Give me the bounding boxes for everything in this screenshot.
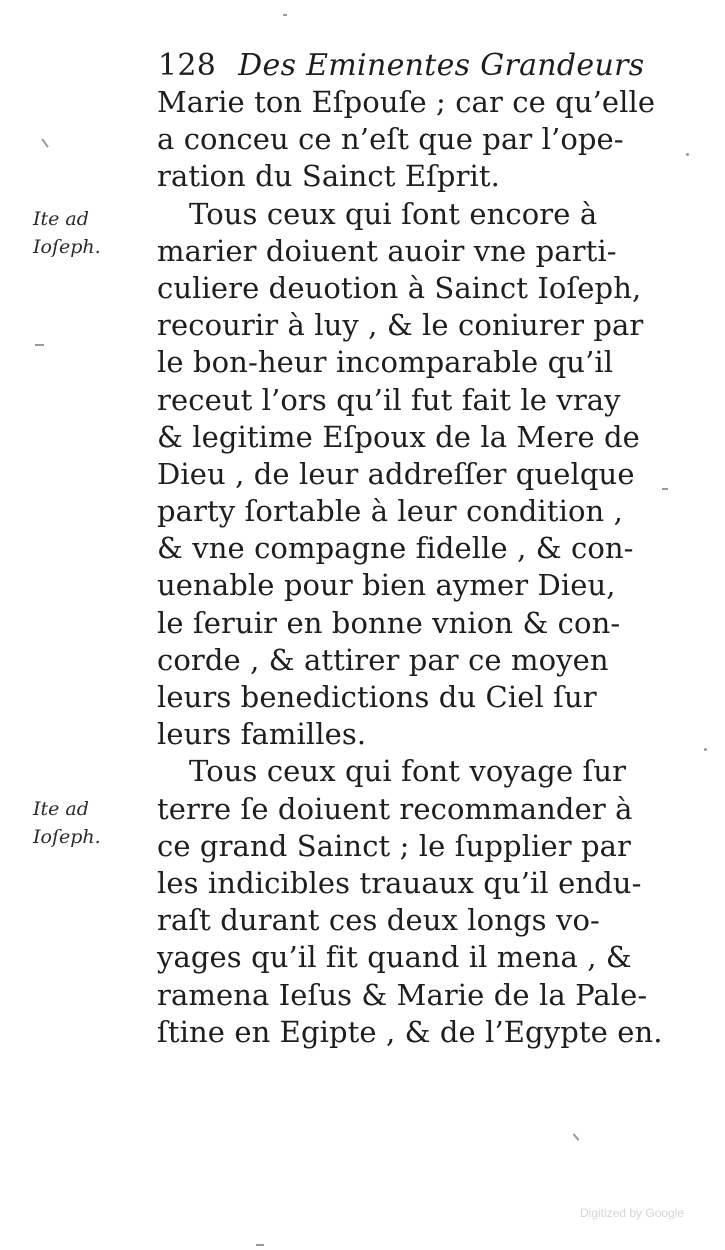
text-line: culiere deuotion à Sainct Ioſeph, [157,270,642,305]
paragraph-start-line: Tous ceux qui ſont encore à [189,196,598,231]
text-line: marier doiuent auoir vne parti- [157,233,617,268]
text-line: raſt durant ces deux longs vo- [157,903,600,938]
text-line: le bon-heur incomparable qu’il [157,345,614,380]
scan-speck [686,153,689,156]
text-line: ration du Sainct Eſprit. [157,159,500,194]
scan-speck [41,138,48,147]
text-line: a conceu ce n’eſt que par l’ope- [157,122,624,157]
page-number: 128 [158,48,217,83]
text-line: leurs familles. [157,717,367,752]
margin-note-line: Ite ad [33,208,89,230]
text-line: leurs benedictions du Ciel ſur [157,680,597,714]
digitization-watermark: Digitized by Google [580,1206,685,1220]
text-line: recourir à luy , & le coniurer par [157,308,644,343]
text-line: receut l’ors qu’il fut fait le vray [157,382,621,417]
text-line: terre ſe doiuent recommander à [157,791,633,826]
text-line: ce grand Sainct ; le ſupplier par [157,828,632,863]
scan-speck [283,14,287,16]
margin-note-line: Ite ad [33,798,89,820]
scan-speck [573,1133,580,1140]
text-line: les indicibles trauaux qu’il endu- [157,865,642,900]
text-line: party ſortable à leur condition , [157,494,623,529]
scan-speck [662,488,668,490]
text-line: uenable pour bien aymer Dieu, [157,568,616,603]
running-head [158,48,644,83]
scan-speck [256,1244,264,1246]
margin-note-line: Ioſeph. [33,236,101,258]
text-line: & legitime Eſpoux de la Mere de [157,419,640,454]
running-head-title: Des Eminentes Grandeurs [238,48,645,83]
text-line: ramena Ieſus & Marie de la Pale- [157,977,648,1012]
text-line: le ſeruir en bonne vnion & con- [157,605,621,640]
text-line: corde , & attirer par ce moyen [157,642,609,677]
text-line: & vne compagne fidelle , & con- [157,531,634,566]
scan-speck [704,748,707,751]
paragraph-start-line: Tous ceux qui font voyage ſur [189,754,627,789]
text-line: Dieu , de leur addreſſer quelque [157,456,635,491]
text-line: Marie ton Eſpouſe ; car ce qu’elle [157,85,656,119]
text-line: ſtine en Egipte , & de l’Egypte en. [157,1014,663,1049]
margin-note [33,795,133,851]
body-text [157,84,663,1051]
margin-note-line: Ioſeph. [33,826,101,848]
text-line: yages qu’il fit quand il mena , & [157,940,632,975]
scan-speck [35,344,44,346]
margin-note [33,205,133,261]
